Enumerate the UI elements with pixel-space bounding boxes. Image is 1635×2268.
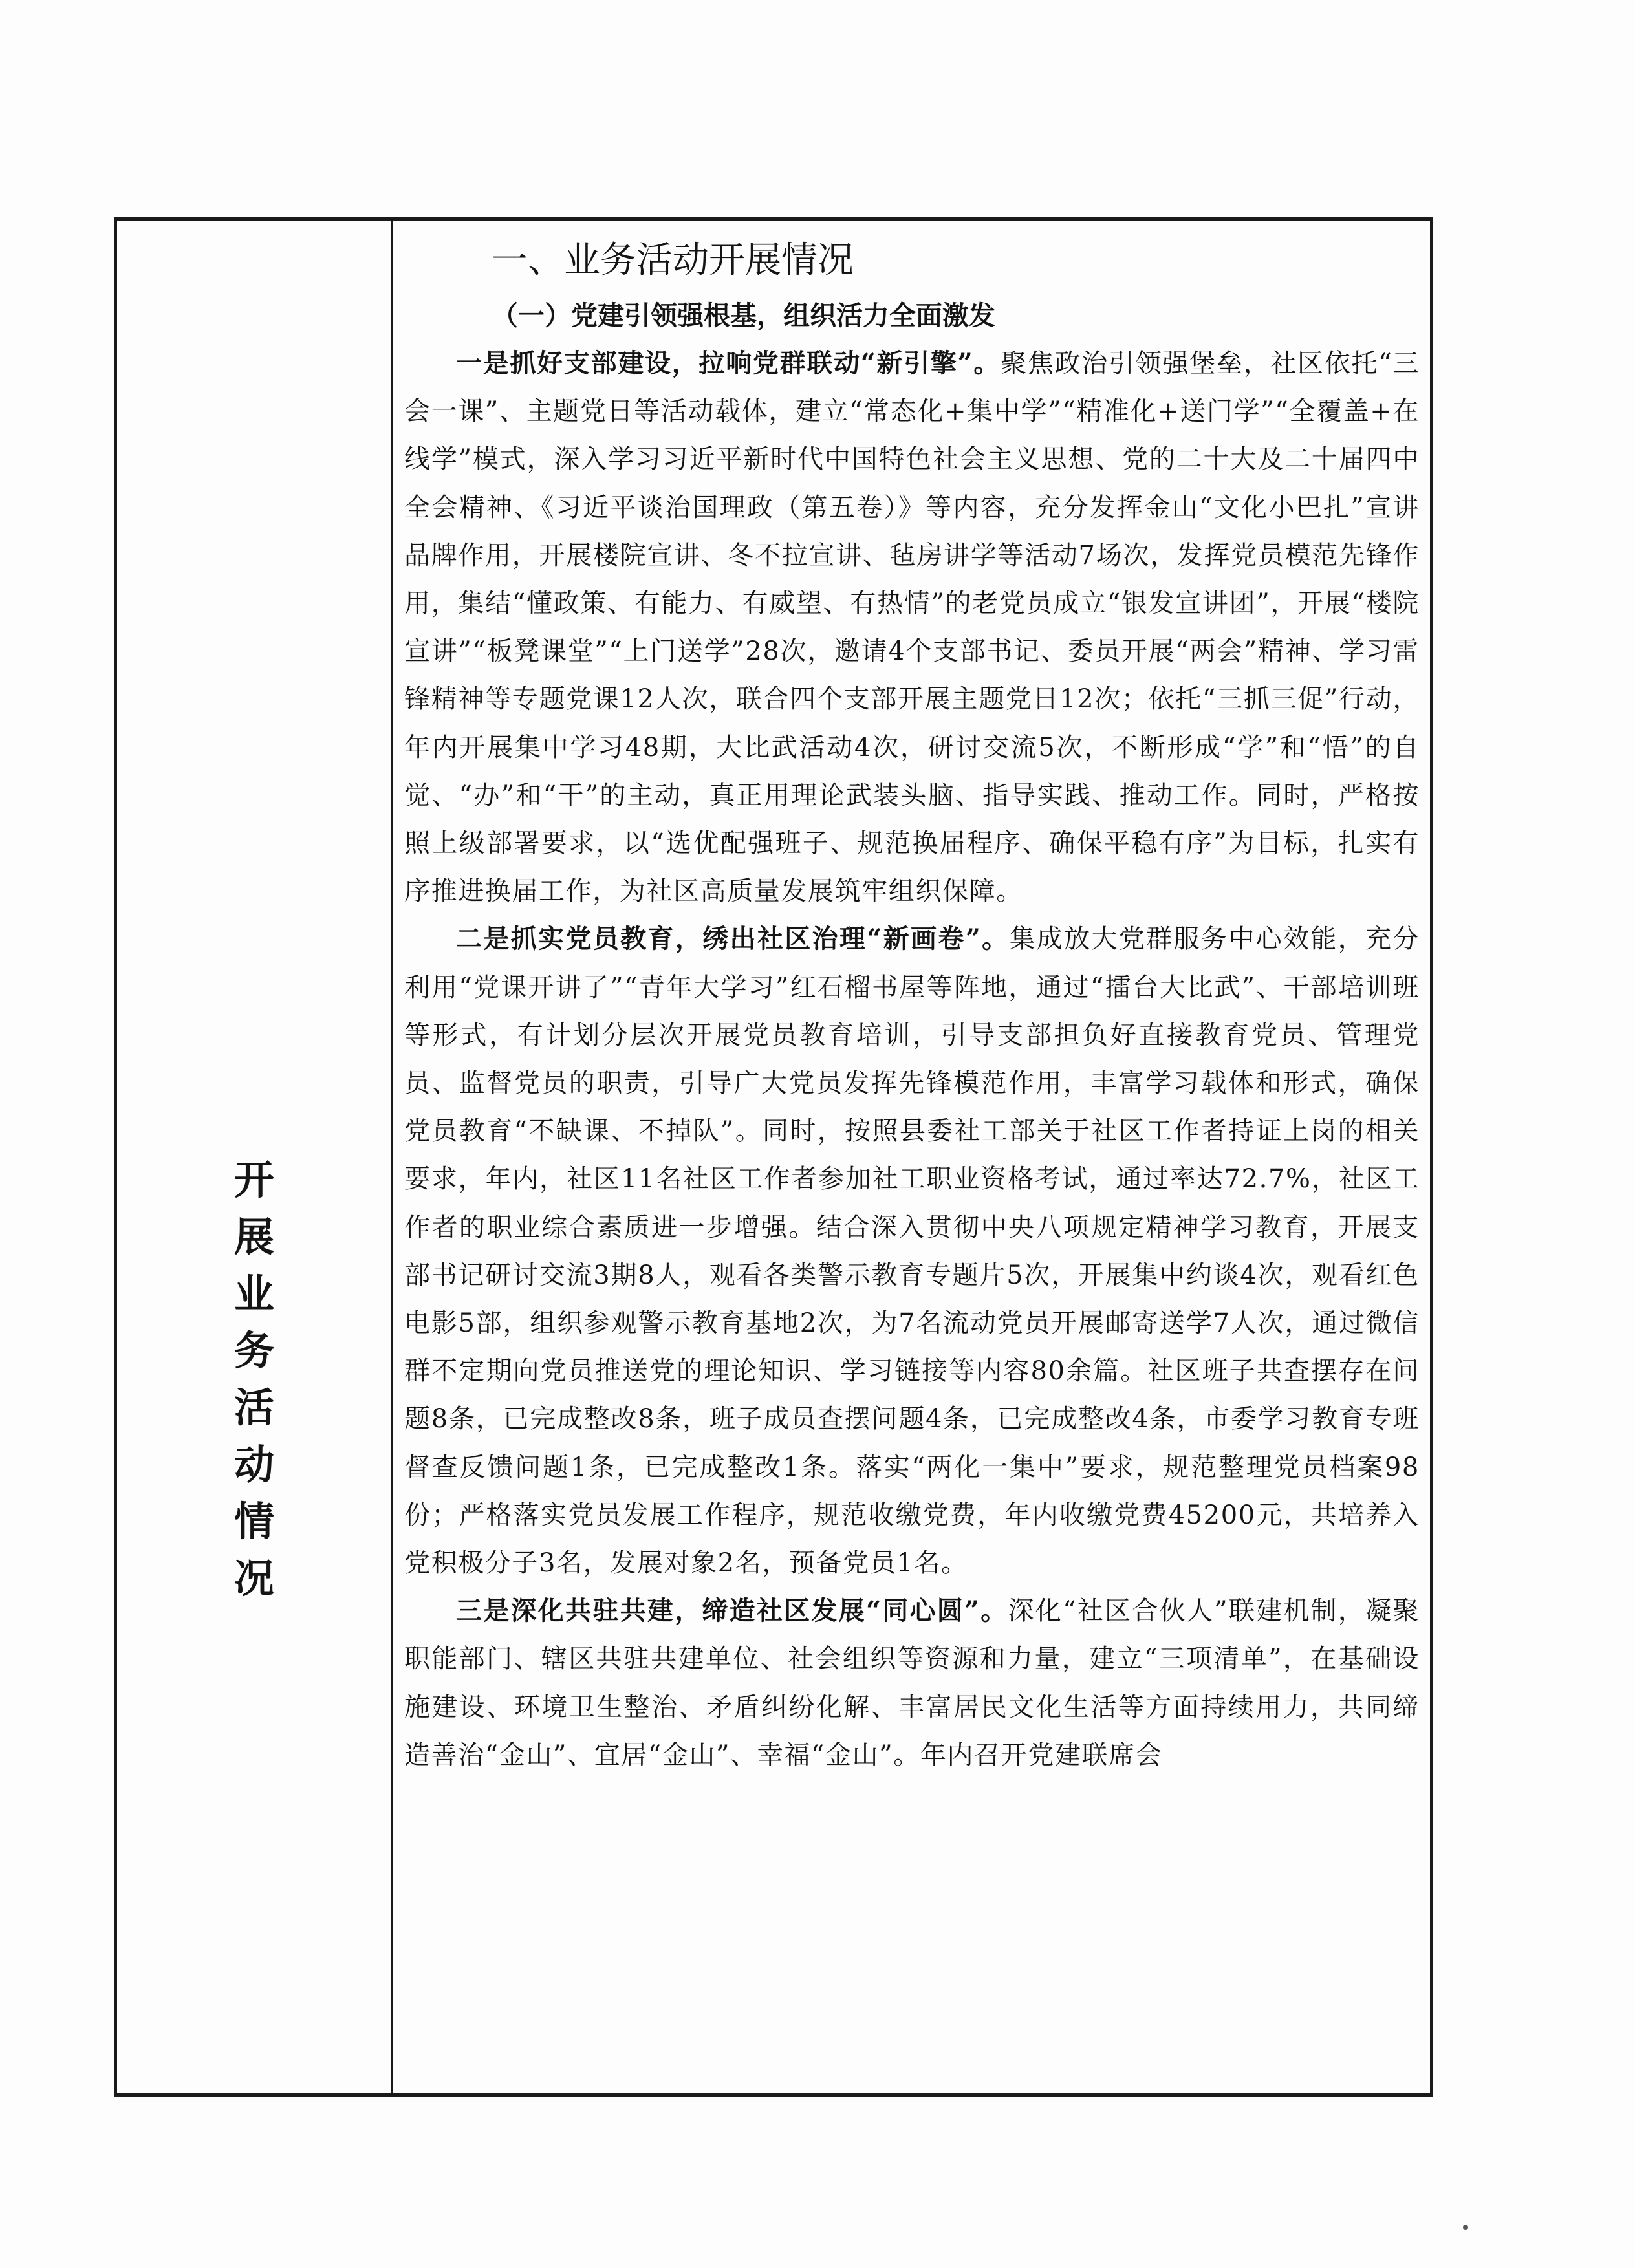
row-label-char: 业 <box>233 1270 274 1317</box>
row-label-char: 展 <box>233 1213 274 1260</box>
scan-dot <box>1463 2225 1468 2230</box>
paragraph-1 <box>404 340 1420 915</box>
content-cell <box>404 230 1420 1779</box>
row-label-char: 务 <box>233 1327 274 1374</box>
row-label-char: 况 <box>233 1555 274 1602</box>
paragraph-2-text: 集成放大党群服务中心效能，充分利用“党课开讲了”“青年大学习”红石榴书屋等阵地，通过“擂台大比武”、干部培训班等形式，有计划分层次开展党员教育培训，引导支部担负好直接教育党员、管理党员、监督党员的职责，引导广大党员发挥先锋模范作用，丰富学习载体和形式，确保党员教育“不缺课、不掉队”。同时，按照县委社工部关于社区工作者持证上岗的相关要求，年内，社区11名社区工作者参加社工职业资格考试，通过率达72.7%，社区工作者的职业综合素质进一步增强。结合深入贯彻中央八项规定精神学习教育，开展支部书记研讨交流3期8人，观看各类警示教育专题片5次，开展集中约谈4次，观看红色电影5部，组织参观警示教育基地2次，为7名流动党员开展邮寄送学7人次，通过微信群不定期向党员推送党的理论知识、学习链接等内容80余篇。社区班子共查摆存在问题8条，已完成整改8条，班子成员查摆问题4条，已完成整改4条，市委学习教育专班督查反馈问题1条，已完成整改1条。落实“两化一集中”要求，规范整理党员档案98份；严格落实党员发展工作程序，规范收缴党费，年内收缴党费45200元，共培养入党积极分子3名，发展对象2名，预备党员1名。 <box>404 924 1420 1579</box>
paragraph-3 <box>404 1587 1420 1779</box>
paragraph-3-lead: 三是深化共驻共建，缔造社区发展“同心圆”。 <box>456 1595 1008 1626</box>
form-table <box>114 217 1433 2097</box>
row-label <box>117 1152 391 1607</box>
row-label-cell <box>117 221 391 2093</box>
paragraph-2 <box>404 915 1420 1587</box>
paragraph-1-lead: 一是抓好支部建设，拉响党群联动“新引擎”。 <box>456 348 1001 378</box>
row-label-char: 开 <box>233 1156 274 1204</box>
row-label-char: 情 <box>233 1498 274 1545</box>
paragraph-3-text: 深化“社区合伙人”联建机制，凝聚职能部门、辖区共驻共建单位、社会组织等资源和力量，建立“三项清单”，在基础设施建设、环境卫生整治、矛盾纠纷化解、丰富居民文化生活等方面持续用力，共同缔造善治“金山”、宜居“金山”、幸福“金山”。年内召开党建联席会 <box>404 1596 1420 1770</box>
subsection-title: （一）党建引领强根基，组织活力全面激发 <box>492 300 995 331</box>
section-title: 一、业务活动开展情况 <box>492 239 854 281</box>
column-divider <box>391 221 393 2093</box>
row-label-char: 动 <box>233 1441 274 1488</box>
paragraph-2-lead: 二是抓实党员教育，绣出社区治理“新画卷”。 <box>456 923 1010 955</box>
row-label-char: 活 <box>233 1384 274 1431</box>
paragraph-1-text: 聚焦政治引领强堡垒，社区依托“三会一课”、主题党日等活动载体，建立“常态化+集中学”“精准化+送门学”“全覆盖+在线学”模式，深入学习习近平新时代中国特色社会主义思想、党的二十大及二十届四中全会精神、《习近平谈治国理政（第五卷）》等内容，充分发挥金山“文化小巴扎”宣讲品牌作用，开展楼院宣讲、冬不拉宣讲、毡房讲学等活动7场次，发挥党员模范先锋作用，集结“懂政策、有能力、有威望、有热情”的老党员成立“银发宣讲团”，开展“楼院宣讲”“板凳课堂”“上门送学”28次，邀请4个支部书记、委员开展“两会”精神、学习雷锋精神等专题党课12人次，联合四个支部开展主题党日12次；依托“三抓三促”行动，年内开展集中学习48期，大比武活动4次，研讨交流5次，不断形成“学”和“悟”的自觉、“办”和“干”的主动，真正用理论武装头脑、指导实践、推动工作。同时，严格按照上级部署要求，以“选优配强班子、规范换届程序、确保平稳有序”为目标，扎实有序推进换届工作，为社区高质量发展筑牢组织保障。 <box>404 349 1420 907</box>
